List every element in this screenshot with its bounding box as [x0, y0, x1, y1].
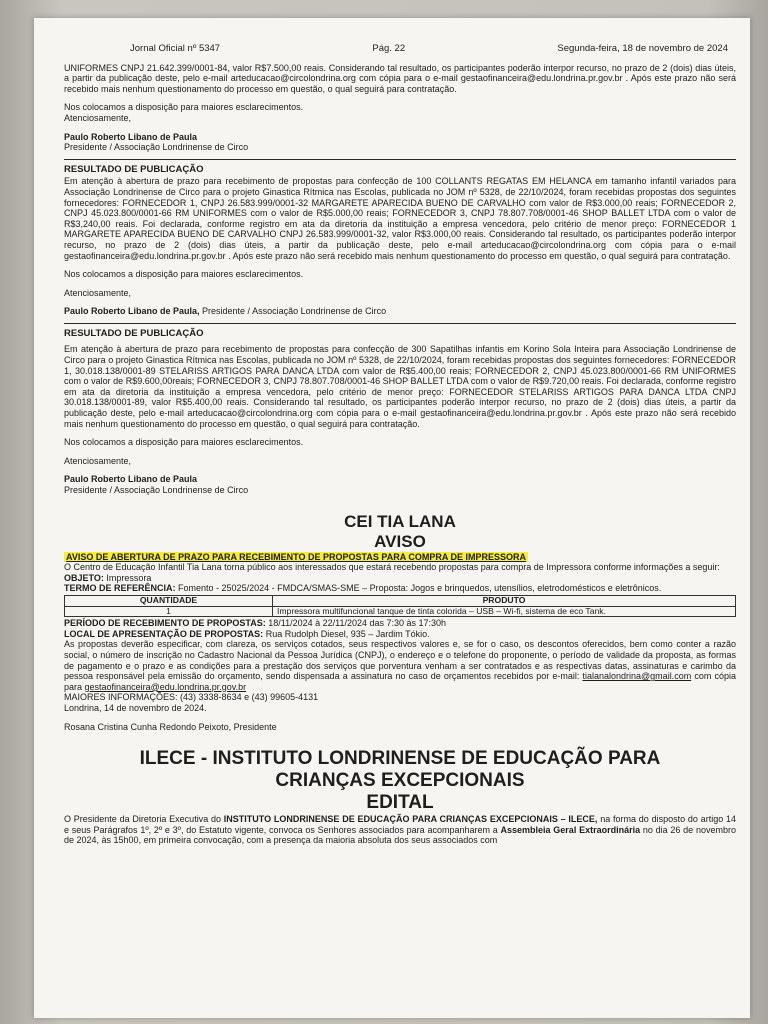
email-connector: com cópia para	[64, 671, 736, 692]
cei-info	[64, 692, 736, 703]
block2-regards: Atenciosamente,	[64, 287, 132, 298]
termo-value: Fomento - 25025/2024 - FMDCA/SMAS-SME – Proposta: Jogos e brinquedos, utensílios, eletrodomésticos e eletrônicos.	[178, 583, 662, 594]
cei-periodo	[64, 618, 736, 629]
ilece-title-line2: CRIANÇAS EXCEPCIONAIS	[275, 770, 525, 792]
publication-date: Segunda-feira, 18 de novembro de 2024	[557, 43, 728, 54]
cei-subtitle: AVISO	[374, 531, 426, 551]
cell-quantity: 1	[65, 606, 273, 617]
block3-role: Presidente / Associação Londrinense de Circo	[64, 485, 249, 495]
block2-title: RESULTADO DE PUBLICAÇÃO	[64, 163, 204, 175]
ilece-title-line3: EDITAL	[366, 792, 434, 814]
table-row	[65, 606, 736, 617]
cei-notice-heading-line	[64, 552, 736, 563]
info-label: MAIORES INFORMAÇÕES:	[64, 692, 178, 703]
cei-intro: O Centro de Educação Infantil Tia Lana torna público aos interessados que estará recebendo propostas para compra de Impressora conforme informações a seguir:	[64, 562, 720, 573]
block1-text: UNIFORMES CNPJ 21.642.399/0001-84, valor R$7.500,00 reais. Considerando tal resultado, os participantes poderão interpor recurso, no prazo de 2 (dois) dias úteis, a partir da publicação deste, pelo e-mail arteducacao@circolondrina.org com cópia para o e-mail gestaofinanceira@edu.londrina.pr.gov.br . Após este prazo não será recebido mais nenhum questionamento do processo em questão, o qual seguirá para contratação.	[64, 62, 736, 94]
items-table	[64, 595, 736, 617]
ilece-text	[64, 814, 736, 846]
cell-product: Impressora multifuncional tanque de tinta colorida – USB – Wi-fi, sistema de eco Tank.	[273, 606, 736, 617]
periodo-label: PERÍODO DE RECEBIMENTO DE PROPOSTAS:	[64, 618, 266, 629]
block3-title: RESULTADO DE PUBLICAÇÃO	[64, 327, 204, 339]
ilece-text-2: na forma do disposto do artigo 14 e seus Parágrafos 1º, 2º e 3º, do Estatuto vigente, convoca os Senhores associados para acompanharem a	[64, 814, 736, 835]
newspaper-page	[34, 18, 750, 1018]
cei-objeto	[64, 573, 736, 584]
block1-signer: Paulo Roberto Libano de Paula	[64, 131, 198, 142]
cei-title: CEI TIA LANA	[344, 511, 456, 531]
block2-text: Em atenção à abertura de prazo para recebimento de propostas para confecção de 100 COLLANTS REGATAS EM HELANCA em tamanho infantil variados para Associação Londrinense de Circo para o projeto Ginastica Rítmica nas Escolas, publicada no JOM nº 5328, de 22/10/2024, foram recebidas propostas dos seguintes fornecedores: FORNECEDOR 1, CNPJ 26.583.999/0001-32 MARGARETE APARECIDA BUENO DE CARVALHO com valor de R$3.000,00 reais; FORNECEDOR 2, CNPJ 45.023.800/0001-66 RM UNIFORMES com o valor de R$5.000,00 reais; FORNECEDOR 3, CNPJ 78.807.708/0001-46 SHOP BALLET LTDA com o valor de R$3,240,00 reais. Foi declarada, conforme registro em ata da diretoria da instituição a empresa vencedora, pelo critério de menor preço: FORNECEDOR 1 MARGARETE APARECIDA BUENO DE CARVALHO CNPJ 26.583.999/0001-32, valor R$3.000,00 reais. Considerando tal resultado, os participantes poderão interpor recurso, no prazo de 2 (dois) dias úteis, a partir da publicação deste, pelo e-mail arteducacao@circolondrina.org com cópia para o e-mail gestaofinanceira@edu.londrina.pr.gov.br . Após este prazo não será recebido mais nenhum questionamento do processo em questão, o qual seguirá para contratação.	[64, 176, 736, 261]
periodo-value: 18/11/2024 à 22/11/2024 das 7:30 às 17:30h	[268, 618, 447, 629]
cei-local	[64, 629, 736, 640]
cei-body	[64, 639, 736, 692]
ilece-title-line1: ILECE - INSTITUTO LONDRINENSE DE EDUCAÇÃO PARA	[139, 748, 661, 770]
ilece-assembly: Assembleia Geral Extraordinária	[500, 824, 641, 835]
info-value: (43) 3338-8634 e (43) 99605-4131	[180, 692, 319, 703]
page-header	[64, 44, 736, 55]
block1-role: Presidente / Associação Londrinense de Circo	[64, 142, 249, 153]
block3-closing: Nos colocamos a disposição para maiores esclarecimentos.	[64, 437, 304, 448]
col-quantity-header: QUANTIDADE	[65, 595, 273, 606]
table-header-row	[65, 595, 736, 606]
page-number: Pág. 22	[372, 43, 406, 54]
objeto-value: Impressora	[106, 572, 152, 583]
ilece-text-1: O Presidente da Diretoria Executiva do	[64, 814, 221, 825]
block2-signer: Paulo Roberto Libano de Paula,	[64, 306, 200, 317]
local-value: Rua Rudolph Diesel, 935 – Jardim Tókio.	[265, 628, 430, 639]
block2-closing: Nos colocamos a disposição para maiores esclarecimentos.	[64, 269, 304, 280]
cei-termo	[64, 583, 736, 594]
email-link-tialana[interactable]: tialanalondrina@gmail.com	[582, 671, 692, 682]
local-label: LOCAL DE APRESENTAÇÃO DE PROPOSTAS:	[64, 628, 264, 639]
block2-role: Presidente / Associação Londrinense de Circo	[202, 306, 387, 317]
block1-regards: Atenciosamente,	[64, 112, 132, 123]
ilece-institution-name: INSTITUTO LONDRINENSE DE EDUCAÇÃO PARA CRIANÇAS EXCEPCIONAIS – ILECE,	[223, 814, 598, 825]
ilece-text-3: no dia 26 de novembro de 2024, às 15h00, em primeira convocação, com a presença da maioria absoluta dos seus associados com	[64, 824, 736, 846]
page-content	[64, 44, 736, 846]
journal-number: Jornal Oficial nº 5347	[130, 43, 221, 54]
email-link-gestao[interactable]: gestaofinanceira@edu.londrina.pr.gov.br	[84, 681, 247, 692]
cei-notice-heading: AVISO DE ABERTURA DE PRAZO PARA RECEBIMENTO DE PROPOSTAS PARA COMPRA DE IMPRESSORA	[66, 551, 527, 562]
block3-regards: Atenciosamente,	[64, 455, 132, 466]
divider	[64, 159, 736, 160]
objeto-label: OBJETO:	[64, 572, 104, 583]
block3-text: Em atenção à abertura de prazo para recebimento de propostas para confecção de 300 Sapatilhas infantis em Korino Sola Inteira para Associação Londrinense de Circo para o projeto Ginastica Rítmica nas Escolas, publicada no JOM nº 5328, de 22/10/2024, foram recebidas propostas dos seguintes fornecedores: FORNECEDOR 1, 30.018.138/0001-89 STELARISS ARTIGOS PARA DANCA LTDA com valor de R$5.400,00 reais; FORNECEDOR 2, CNPJ 45.023.800/0001-66 RM UNIFORMES com o valor de R$9.600,00reais; FORNECEDOR 3, CNPJ 78.807.708/0001-46 SHOP BALLET LTDA com o valor de R$9.720,00 reais. Foi declarada, conforme registro em ata da diretoria da instituição a empresa vencedora, pelo critério de menor preço: FORNECEDOR STELARISS ARTIGOS PARA DANCA LTDA CNPJ 30.018.138/0001-89, valor R$5.400,00 reais. Considerando tal resultado, os participantes poderão interpor recurso, no prazo de 2 (dois) dias úteis, a partir da publicação deste, pelo e-mail arteducacao@circolondrina.org com cópia para o e-mail gestaofinanceira@edu.londrina.pr.gov.br . Após este prazo não será recebido mais nenhum questionamento do processo em questão, o qual seguirá para contratação.	[64, 344, 736, 429]
divider	[64, 323, 736, 324]
cei-place-date: Londrina, 14 de novembro de 2024.	[64, 702, 207, 713]
termo-label: TERMO DE REFERÊNCIA:	[64, 583, 176, 594]
block3-signer: Paulo Roberto Libano de Paula	[64, 474, 198, 485]
block1-closing: Nos colocamos a disposição para maiores esclarecimentos.	[64, 102, 304, 113]
block2-signature-line	[64, 306, 736, 317]
cei-signer: Rosana Cristina Cunha Redondo Peixoto, Presidente	[64, 721, 277, 732]
cei-body-text: As propostas deverão especificar, com clareza, os serviços cotados, seus respectivos valores e, se for o caso, os descontos oferecidos, bem como conter a razão social, o número de inscrição no Cadastro Nacional da Pessoa Jurídica (CNPJ), o endereço e o telefone do proponente, o período de validade da proposta, as formas de pagamento e o prazo e as condições para a prestação dos serviços que porventura venham a ser contratados e as respectivas datas, assinaturas e carimbo da pessoa responsável pela emissão do orçamento, sendo dispensada a assinatura no caso de orçamentos recebidos por e-mail:	[64, 639, 736, 682]
col-product-header: PRODUTO	[273, 595, 736, 606]
